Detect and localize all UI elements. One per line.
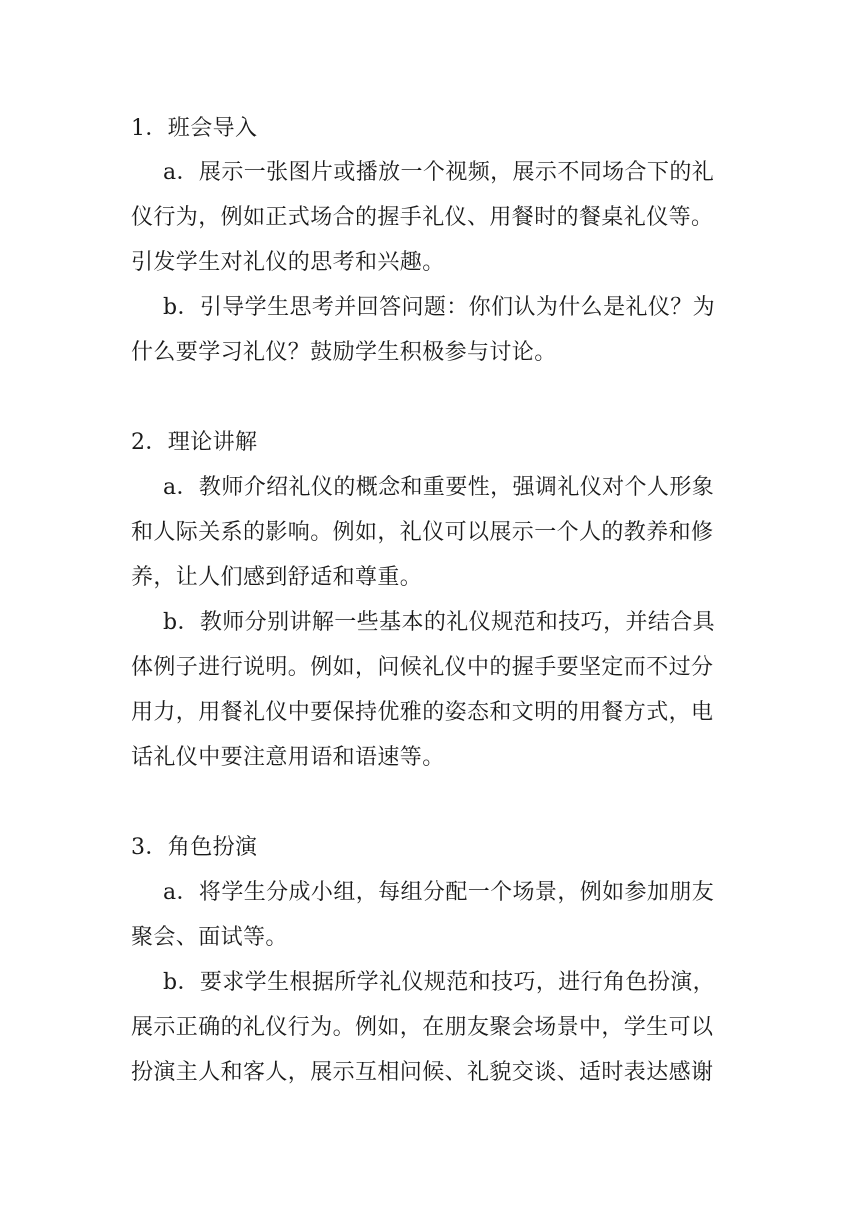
section-1-a-line-2: 仪行为，例如正式场合的握手礼仪、用餐时的餐桌礼仪等。: [131, 205, 714, 230]
section-2-b-line-3: 用力，用餐礼仪中要保持优雅的姿态和文明的用餐方式，电: [131, 700, 714, 725]
section-3-heading: 3．角色扮演: [131, 835, 258, 860]
section-1-a-line-1: a．展示一张图片或播放一个视频，展示不同场合下的礼: [163, 160, 715, 185]
section-2-a-line-2: 和人际关系的影响。例如，礼仪可以展示一个人的教养和修: [131, 520, 714, 545]
section-2-b-line-1: b．教师分别讲解一些基本的礼仪规范和技巧，并结合具: [163, 610, 716, 635]
section-3-b-line-2: 展示正确的礼仪行为。例如，在朋友聚会场景中，学生可以: [131, 1015, 714, 1040]
section-1-b-line-2: 什么要学习礼仪？鼓励学生积极参与讨论。: [131, 340, 557, 365]
section-2-b-line-4: 话礼仪中要注意用语和语速等。: [131, 745, 445, 770]
section-1-a-line-3: 引发学生对礼仪的思考和兴趣。: [131, 250, 445, 275]
section-1-heading: 1．班会导入: [131, 116, 258, 141]
section-2-a-line-1: a．教师介绍礼仪的概念和重要性，强调礼仪对个人形象: [163, 475, 715, 500]
section-3-b-line-1: b．要求学生根据所学礼仪规范和技巧，进行角色扮演，: [163, 970, 716, 995]
section-3-a-line-1: a．将学生分成小组，每组分配一个场景，例如参加朋友: [163, 880, 715, 905]
section-3-b-line-3: 扮演主人和客人，展示互相问候、礼貌交谈、适时表达感谢: [131, 1060, 714, 1085]
section-1-b-line-1: b．引导学生思考并回答问题：你们认为什么是礼仪？为: [163, 295, 716, 320]
section-2-heading: 2．理论讲解: [131, 430, 258, 455]
section-3-a-line-2: 聚会、面试等。: [131, 925, 288, 950]
section-2-b-line-2: 体例子进行说明。例如，问候礼仪中的握手要坚定而不过分: [131, 655, 714, 680]
section-2-a-line-3: 养，让人们感到舒适和尊重。: [131, 565, 423, 590]
